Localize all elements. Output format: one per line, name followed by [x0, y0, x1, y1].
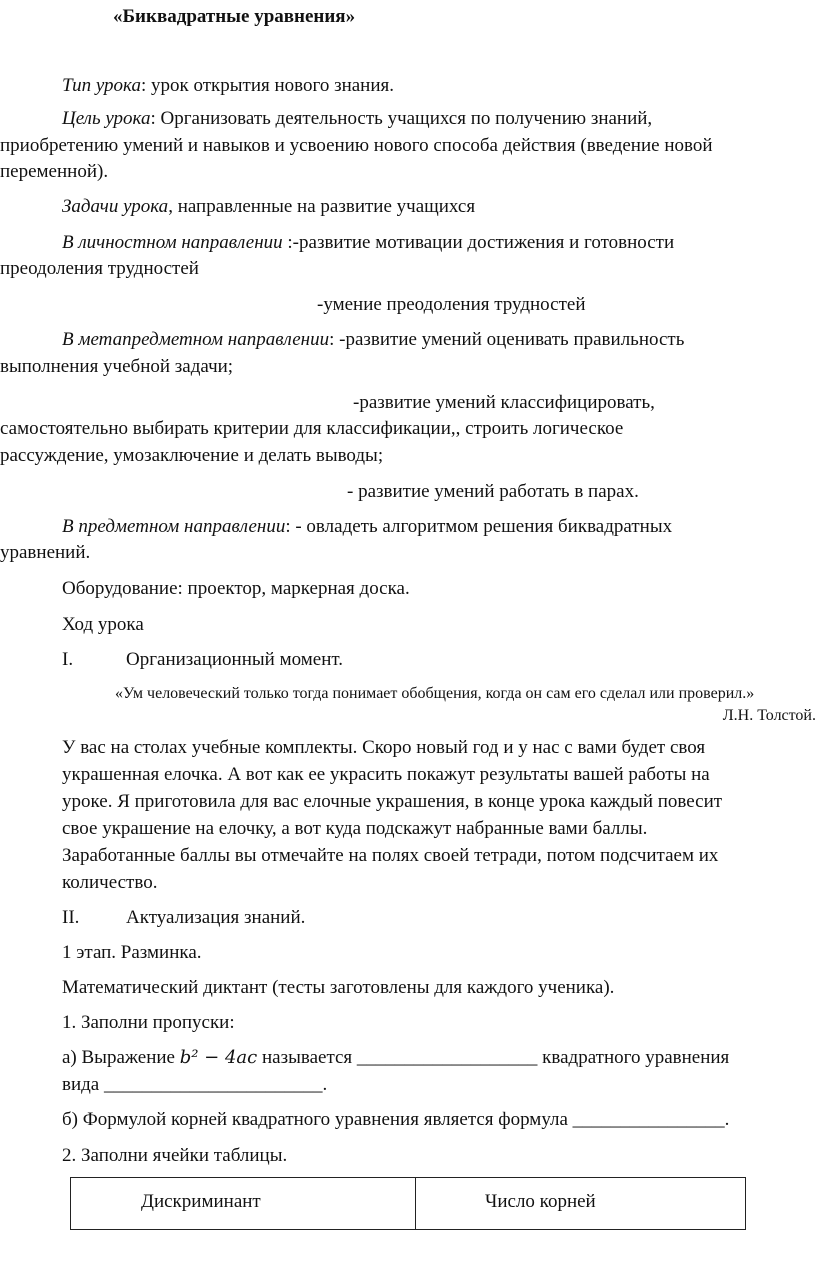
- subject-line2: уравнений.: [0, 542, 91, 563]
- task2-heading: 2. Заполни ячейки таблицы.: [62, 1145, 288, 1166]
- table-header-roots-count: Число корней: [485, 1191, 596, 1212]
- subject-line1: [62, 514, 672, 540]
- lesson-goal-line3: переменной).: [0, 161, 109, 182]
- lesson-tasks: [62, 194, 475, 220]
- personal-line1: [62, 230, 674, 256]
- lesson-goal-line2: приобретению умений и навыков и усвоению нового способа действия (введение новой: [0, 135, 713, 156]
- dictation-intro: Математический диктант (тесты заготовлены для каждого ученика).: [62, 977, 615, 998]
- discriminant-formula: b² − 4ac: [179, 1047, 258, 1068]
- section2-number: II.: [62, 907, 80, 928]
- item-a-prefix: а) Выражение: [62, 1047, 180, 1068]
- section1-title: Организационный момент.: [126, 649, 343, 670]
- epigraph-quote: «Ум человеческий только тогда понимает обобщения, когда он сам его сделал или проверил.»: [115, 685, 755, 702]
- stage1-heading: 1 этап. Разминка.: [62, 942, 202, 963]
- personal-text: :-развитие мотивации достижения и готовности: [282, 232, 675, 253]
- subject-text: : - овладеть алгоритмом решения биквадратных: [285, 516, 673, 537]
- epigraph-author: Л.Н. Толстой.: [722, 707, 816, 724]
- metasubject-text: : -развитие умений оценивать правильность: [329, 329, 685, 350]
- table-column-divider: [415, 1178, 416, 1229]
- discriminant-table: [70, 1177, 746, 1230]
- lesson-flow-heading: Ход урока: [62, 614, 144, 635]
- item-b: б) Формулой корней квадратного уравнения является формула ________________.: [62, 1109, 730, 1130]
- item-a-middle: называется ___________________ квадратного уравнения: [257, 1047, 730, 1068]
- page-title: «Биквадратные уравнения»: [113, 6, 356, 27]
- lesson-tasks-label: Задачи урока: [62, 196, 169, 217]
- task1-heading: 1. Заполни пропуски:: [62, 1012, 235, 1033]
- metasubject-line1: [62, 327, 684, 353]
- intro-line: украшенная елочка. А вот как ее украсить покажут результаты вашей работы на: [62, 764, 710, 785]
- intro-line: количество.: [62, 872, 158, 893]
- section2-title: Актуализация знаний.: [126, 907, 306, 928]
- metasubject-line3: -развитие умений классифицировать,: [353, 392, 655, 413]
- intro-line: уроке. Я приготовила для вас елочные украшения, в конце урока каждый повесит: [62, 791, 723, 812]
- metasubject-line5: рассуждение, умозаключение и делать выводы;: [0, 445, 384, 466]
- intro-line: свое украшение на елочку, а вот куда подскажут набранные вами баллы.: [62, 818, 648, 839]
- item-a-line2: вида _______________________.: [62, 1074, 328, 1095]
- table-header-discriminant: Дискриминант: [141, 1191, 261, 1212]
- intro-line: У вас на столах учебные комплекты. Скоро новый год и у нас с вами будет своя: [62, 737, 706, 758]
- lesson-type: [62, 73, 394, 99]
- lesson-type-text: : урок открытия нового знания.: [140, 75, 394, 96]
- personal-line2: преодоления трудностей: [0, 258, 199, 279]
- metasubject-line6: - развитие умений работать в парах.: [347, 481, 639, 502]
- personal-label: В личностном направлении: [62, 232, 283, 253]
- lesson-goal-text: : Организовать деятельность учащихся по получению знаний,: [150, 108, 653, 129]
- metasubject-line2: выполнения учебной задачи;: [0, 356, 234, 377]
- personal-line3: -умение преодоления трудностей: [317, 294, 586, 315]
- lesson-goal-label: Цель урока: [62, 108, 151, 129]
- subject-label: В предметном направлении: [62, 516, 286, 537]
- lesson-goal-line1: [62, 106, 652, 132]
- metasubject-label: В метапредметном направлении: [62, 329, 330, 350]
- section1-number: I.: [62, 649, 74, 670]
- item-a-line1: [62, 1045, 729, 1071]
- equipment: Оборудование: проектор, маркерная доска.: [62, 578, 410, 599]
- lesson-tasks-text: , направленные на развитие учащихся: [168, 196, 476, 217]
- metasubject-line4: самостоятельно выбирать критерии для классификации,, строить логическое: [0, 418, 624, 439]
- lesson-type-label: Тип урока: [62, 75, 141, 96]
- intro-line: Заработанные баллы вы отмечайте на полях своей тетради, потом подсчитаем их: [62, 845, 719, 866]
